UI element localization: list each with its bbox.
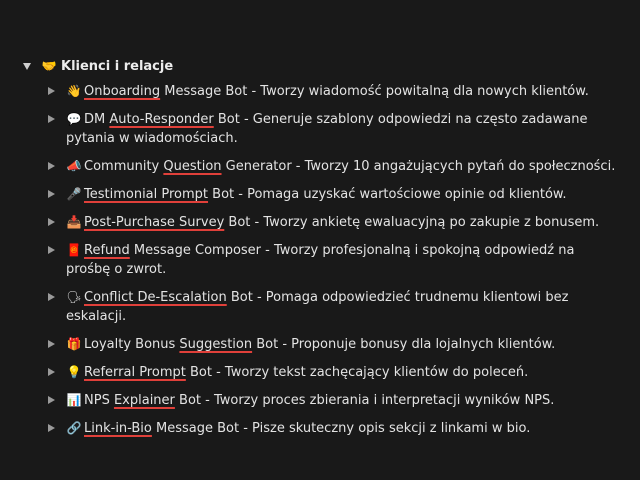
list-item-text[interactable] xyxy=(66,288,622,326)
text-suffix: Generator - Tworzy 10 angażujących pytań do społeczności. xyxy=(221,159,616,174)
text-suffix: Bot - Tworzy proces zbierania i interpretacji wyników NPS. xyxy=(174,393,555,408)
text-suffix: Bot - Generuje szablony odpowiedzi na często zadawane pytania w wiadomościach. xyxy=(66,112,588,146)
list-item[interactable] xyxy=(48,288,632,326)
text-suffix: Bot - Tworzy tekst zachęcający klientów do poleceń. xyxy=(185,365,529,380)
text-prefix: DM xyxy=(84,112,110,127)
text-suffix: Message Bot - Tworzy wiadomość powitalną dla nowych klientów. xyxy=(160,84,589,99)
text-prefix: NPS xyxy=(84,393,114,408)
spellcheck-word: Conflict De-Escalation xyxy=(84,290,227,305)
spellcheck-word: Suggestion xyxy=(179,337,253,352)
list-item-text[interactable] xyxy=(66,419,622,438)
toggle-collapsed-arrow-icon[interactable] xyxy=(48,87,55,95)
toggle-collapsed-arrow-icon[interactable] xyxy=(48,246,55,254)
toggle-collapsed-arrow-icon[interactable] xyxy=(48,424,55,432)
handshake-icon: 🤝 xyxy=(41,59,57,73)
text-prefix: Community xyxy=(84,159,164,174)
text-suffix: Bot - Proponuje bonusy dla lojalnych klientów. xyxy=(252,337,556,352)
waving-hand-icon: 👋 xyxy=(66,84,82,98)
list-item[interactable] xyxy=(48,185,632,204)
spellcheck-word: Explainer xyxy=(113,393,175,408)
speaking-head-icon: 🗣 xyxy=(66,290,82,304)
list-item-text[interactable] xyxy=(66,110,622,148)
toggle-collapsed-arrow-icon[interactable] xyxy=(48,293,55,301)
speech-bubble-icon: 💬 xyxy=(66,112,82,126)
list-item-text[interactable] xyxy=(66,363,622,382)
list-item[interactable] xyxy=(48,335,632,354)
list-item[interactable] xyxy=(48,363,632,382)
toggle-collapsed-arrow-icon[interactable] xyxy=(48,218,55,226)
toggle-collapsed-arrow-icon[interactable] xyxy=(48,162,55,170)
spellcheck-word: Referral Prompt xyxy=(84,365,186,380)
list-item[interactable] xyxy=(48,391,632,410)
link-icon: 🔗 xyxy=(66,421,82,435)
text-suffix: Bot - Pomaga uzyskać wartościowe opinie od klientów. xyxy=(208,187,567,202)
toggle-title[interactable]: Klienci i relacje xyxy=(61,58,174,74)
gift-icon: 🎁 xyxy=(66,337,82,351)
bar-chart-icon: 📊 xyxy=(66,393,82,407)
toggle-collapsed-arrow-icon[interactable] xyxy=(48,190,55,198)
spellcheck-word: Refund xyxy=(84,243,130,258)
toggle-header[interactable] xyxy=(20,55,632,77)
list-item[interactable] xyxy=(48,82,632,101)
list-item-text[interactable] xyxy=(66,213,622,232)
inbox-tray-icon: 📥 xyxy=(66,215,82,229)
spellcheck-word: Question xyxy=(163,159,222,174)
light-bulb-icon: 💡 xyxy=(66,365,82,379)
list-item[interactable] xyxy=(48,241,632,279)
toggle-collapsed-arrow-icon[interactable] xyxy=(48,115,55,123)
spellcheck-word: Post-Purchase Survey xyxy=(84,215,225,230)
text-suffix: Message Bot - Pisze skuteczny opis sekcji z linkami w bio. xyxy=(151,421,531,436)
toggle-collapsed-arrow-icon[interactable] xyxy=(48,340,55,348)
list-item-text[interactable] xyxy=(66,335,622,354)
toggle-block-klienci xyxy=(20,55,632,447)
spellcheck-word: Onboarding xyxy=(84,84,161,99)
list-item-text[interactable] xyxy=(66,185,622,204)
toggle-collapsed-arrow-icon[interactable] xyxy=(48,396,55,404)
toggle-collapsed-arrow-icon[interactable] xyxy=(48,368,55,376)
text-suffix: Bot - Pomaga odpowiedzieć trudnemu klientowi bez eskalacji. xyxy=(66,290,569,324)
toggle-children xyxy=(20,82,632,438)
spellcheck-word: Auto-Responder xyxy=(109,112,214,127)
list-item-text[interactable] xyxy=(66,82,622,101)
list-item[interactable] xyxy=(48,419,632,438)
list-item[interactable] xyxy=(48,157,632,176)
list-item[interactable] xyxy=(48,213,632,232)
spellcheck-word: Testimonial Prompt xyxy=(84,187,209,202)
text-suffix: Message Composer - Tworzy profesjonalną i spokojną odpowiedź na prośbę o zwrot. xyxy=(66,243,575,277)
megaphone-icon: 📣 xyxy=(66,159,82,173)
list-item[interactable] xyxy=(48,110,632,148)
text-prefix: Loyalty Bonus xyxy=(84,337,180,352)
list-item-text[interactable] xyxy=(66,241,622,279)
list-item-text[interactable] xyxy=(66,391,622,410)
toggle-expanded-arrow-icon[interactable] xyxy=(23,63,31,70)
red-envelope-icon: 🧧 xyxy=(66,243,82,257)
microphone-icon: 🎤 xyxy=(66,187,82,201)
text-suffix: Bot - Tworzy ankietę ewaluacyjną po zakupie z bonusem. xyxy=(224,215,600,230)
list-item-text[interactable] xyxy=(66,157,622,176)
spellcheck-word: Link-in-Bio xyxy=(84,421,152,436)
